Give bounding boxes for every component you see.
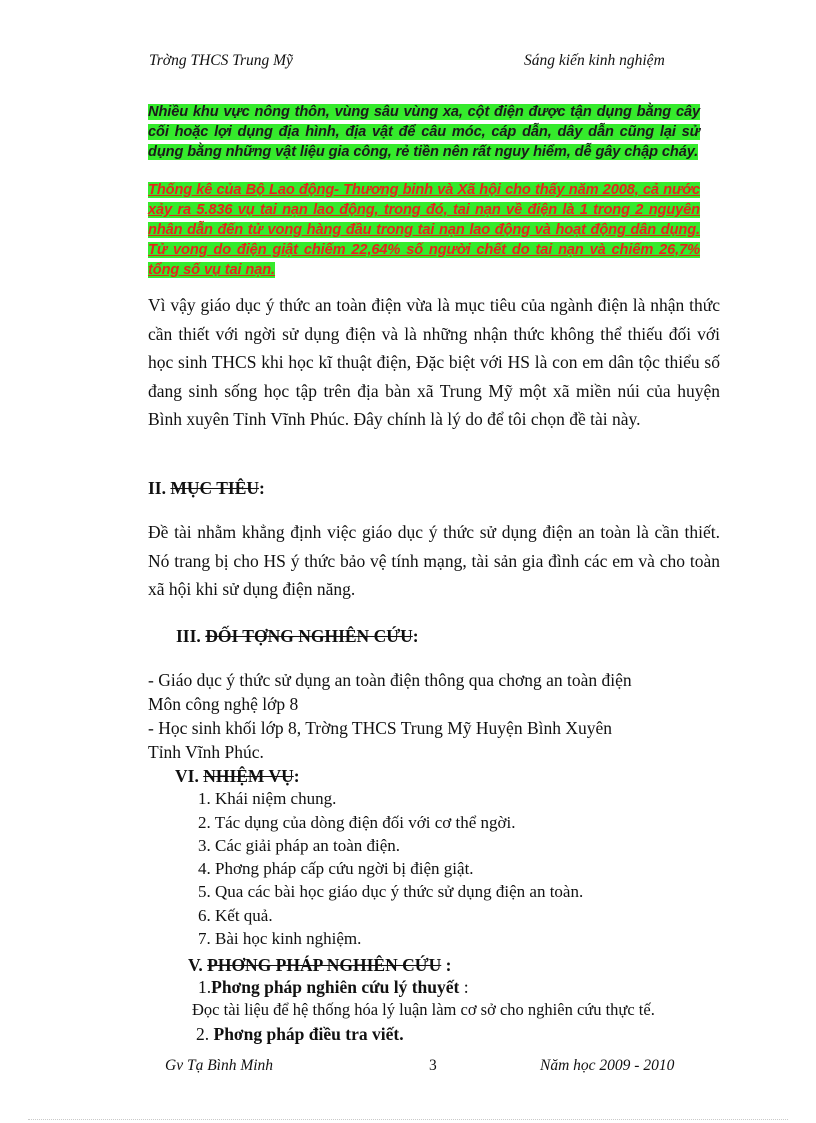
method-2 (196, 1024, 404, 1045)
header-document-type: Sáng kiến kinh nghiệm (524, 52, 665, 69)
heading-research-subject-number: III. (176, 626, 206, 646)
heading-research-methods-number: V. (188, 955, 208, 975)
object-line-4: Tỉnh Vĩnh Phúc. (148, 742, 264, 762)
heading-research-subject-text: ĐỐI TỢNG NGHIÊN CỨU (205, 626, 413, 646)
highlighted-note-2-text: Thống kê của Bộ Lao động- Thương binh và Xã hội cho thấy năm 2008, cả nước xảy ra 5.836 vụ tai nạn lao động, trong đó, tai nạn về điện là 1 trong 2 nguyên nhân dẫn đến tử vong hàng đầu trong tai nạn lao động và hoạt động dân dụng. Tử vong do điện giật chiếm 22,64% số người chết do tai nạn và chiếm 26,7% tổng số vụ tai nạn. (148, 182, 700, 278)
method-1-number: 1. (198, 977, 212, 997)
heading-research-methods-text: PHƠNG PHÁP NGHIÊN CỨU (207, 955, 442, 975)
heading-objectives (148, 478, 265, 499)
paragraph-objectives: Đề tài nhằm khẳng định việc giáo dục ý thức sử dụng điện an toàn là cần thiết. Nó trang bị cho HS ý thức bảo vệ tính mạng, tài sản gia đình các em và cho toàn xã hội khi sử dụng điện năng. (148, 522, 720, 599)
paragraph-reason: Vì vậy giáo dục ý thức an toàn điện vừa là mục tiêu của ngành điện là nhận thức cần thiết với ngời sử dụng điện và là những nhận thức không thể thiếu đối với học sinh THCS khi học kĩ thuật điện, Đặc biệt với HS là con em dân tộc thiểu số đang sinh sống học tập trên địa bàn xã Trung Mỹ một xã miền núi của huyện Bình xuyên Tỉnh Vĩnh Phúc. Đây chính là lý do để tôi chọn đề tài này. (148, 295, 720, 429)
heading-tasks-colon: : (293, 766, 300, 786)
task-item: 5. Qua các bài học giáo dục ý thức sử dụng điện an toàn. (198, 882, 584, 901)
header-school: Trờng THCS Trung Mỹ (149, 52, 293, 69)
object-line-1: - Giáo dục ý thức sử dụng an toàn điện thông qua chơng an toàn điện (148, 670, 632, 690)
heading-research-methods (188, 955, 451, 976)
footer-school-year: Năm học 2009 - 2010 (540, 1057, 675, 1074)
object-line-3: - Học sinh khối lớp 8, Trờng THCS Trung Mỹ Huyện Bình Xuyên (148, 718, 613, 738)
heading-tasks-number: VI. (175, 766, 204, 786)
page-number: 3 (429, 1057, 437, 1074)
heading-tasks-text: NHIỆM VỤ (203, 766, 294, 786)
method-1-description: Đọc tài liệu để hệ thống hóa lý luận làm cơ sở cho nghiên cứu thực tế. (192, 1000, 655, 1019)
page-bottom-border (28, 1119, 788, 1120)
heading-research-subject-colon: : (412, 626, 419, 646)
heading-objectives-colon: : (259, 478, 265, 498)
heading-research-subject (176, 626, 419, 647)
task-item: 1. Khái niệm chung. (198, 789, 337, 808)
highlighted-note-1-text: Nhiều khu vực nông thôn, vùng sâu vùng xa, cột điện được tận dụng bằng cây cối hoặc lợi dụng địa hình, địa vật để câu móc, cáp dẫn, dây dẫn cũng lại sử dụng bằng những vật liệu gia công, rẻ tiền nên rất nguy hiểm, dễ gây chập cháy. (148, 104, 700, 160)
task-item: 3. Các giải pháp an toàn điện. (198, 836, 401, 855)
task-item: 6. Kết quả. (198, 906, 273, 925)
method-1-title: Phơng pháp nghiên cứu lý thuyết (211, 977, 460, 997)
task-item: 4. Phơng pháp cấp cứu ngời bị điện giật. (198, 859, 474, 878)
method-2-title: Phơng pháp điều tra viết. (213, 1024, 404, 1044)
heading-objectives-number: II. (148, 478, 171, 498)
heading-research-methods-colon: : (441, 955, 452, 975)
method-1-colon: : (459, 977, 469, 997)
highlighted-note-1 (148, 102, 700, 162)
task-item: 7. Bài học kinh nghiệm. (198, 929, 362, 948)
task-item: 2. Tác dụng của dòng điện đối với cơ thể ngời. (198, 813, 516, 832)
footer-author: Gv Tạ Bình Minh (165, 1057, 274, 1074)
method-2-number: 2. (196, 1024, 214, 1044)
method-1 (198, 977, 469, 998)
object-line-2: Môn công nghệ lớp 8 (148, 694, 299, 714)
heading-tasks (175, 766, 300, 787)
heading-objectives-text: MỤC TIÊU (170, 478, 260, 498)
highlighted-note-2 (148, 180, 700, 280)
